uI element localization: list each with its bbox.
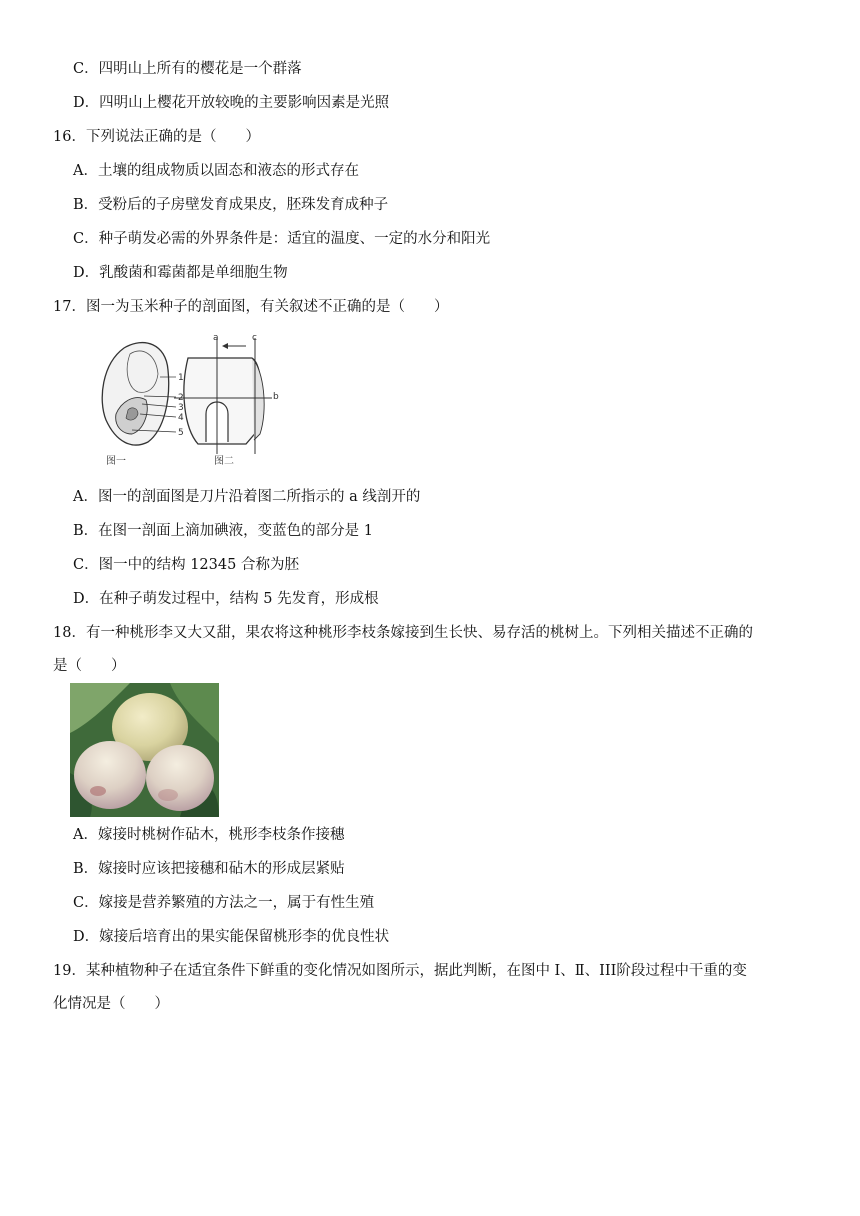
q18-stem-line1: 18．有一种桃形李又大又甜，果农将这种桃形李枝条嫁接到生长快、易存活的桃树上。下列相关描述不正确的 (53, 625, 753, 641)
q18-option-d: D．嫁接后培育出的果实能保留桃形李的优良性状 (73, 929, 390, 945)
q17-option-a: A．图一的剖面图是刀片沿着图二所指示的 a 线剖开的 (73, 489, 421, 505)
q17-option-d: D．在种子萌发过程中，结构 5 先发育，形成根 (73, 591, 379, 607)
corn-seed-diagram (76, 330, 286, 470)
q16-option-a: A．土壤的组成物质以固态和液态的形式存在 (73, 163, 359, 179)
fig1-label-2: 2 (178, 393, 184, 403)
fig1-label-1: 1 (178, 373, 184, 383)
q18-option-c: C．嫁接是营养繁殖的方法之一，属于有性生殖 (73, 895, 375, 911)
fig1-label-5: 5 (178, 428, 184, 438)
fig2-label-c: c (252, 333, 257, 343)
fig2-caption: 图二 (214, 456, 234, 467)
q19-stem-line1: 19．某种植物种子在适宜条件下鲜重的变化情况如图所示，据此判断，在图中 Ⅰ、Ⅱ、III阶段过程中干重的变 (53, 963, 747, 979)
q17-option-c: C．图一中的结构 12345 合称为胚 (73, 557, 299, 573)
q16-option-c: C．种子萌发必需的外界条件是：适宜的温度、一定的水分和阳光 (73, 231, 491, 247)
q17-option-b: B．在图一剖面上滴加碘液，变蓝色的部分是 1 (73, 523, 373, 539)
fig1-label-3: 3 (178, 403, 184, 413)
q17-stem: 17．图一为玉米种子的剖面图，有关叙述不正确的是（ ） (53, 299, 449, 315)
fig2-label-a: a (213, 333, 219, 343)
q19-stem-line2: 化情况是（ ） (53, 996, 169, 1012)
fig1-caption: 图一 (106, 456, 126, 467)
q15-option-d: D．四明山上樱花开放较晚的主要影响因素是光照 (73, 95, 390, 111)
q16-option-b: B．受粉后的子房壁发育成果皮，胚珠发育成种子 (73, 197, 389, 213)
peach-plum-photo (70, 683, 219, 817)
q18-stem-line2: 是（ ） (53, 658, 126, 674)
q18-option-b: B．嫁接时应该把接穗和砧木的形成层紧贴 (73, 861, 345, 877)
fig1-label-4: 4 (178, 413, 184, 423)
fig2-seed-outline (174, 333, 279, 467)
q15-option-c: C．四明山上所有的樱花是一个群落 (73, 61, 302, 77)
fig1-seed-section (102, 343, 184, 467)
fig2-label-b: b (273, 392, 279, 402)
q18-option-a: A．嫁接时桃树作砧木，桃形李枝条作接穗 (73, 827, 345, 843)
q16-stem: 16．下列说法正确的是（ ） (53, 129, 260, 145)
q16-option-d: D．乳酸菌和霉菌都是单细胞生物 (73, 265, 288, 281)
